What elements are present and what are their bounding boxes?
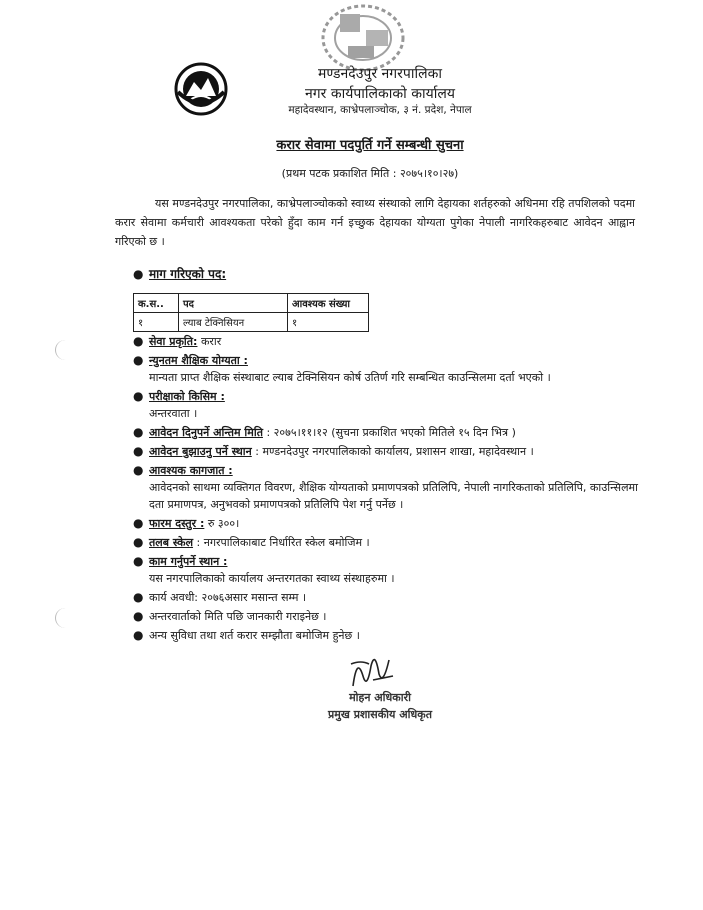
item-value: अन्य सुविधा तथा शर्त करार सम्झौता बमोजिम हुनेछ । — [149, 629, 360, 642]
list-item — [133, 589, 653, 606]
item-description: अन्तरवाता । — [149, 407, 198, 420]
bullet-icon: ● — [133, 590, 144, 604]
item-description: मान्यता प्राप्त शैक्षिक संस्थाबाट ल्याब टेक्निसियन कोर्ष उतिर्ण गरि सम्बन्धित काउन्सिलमा दर्ता भएको । — [149, 371, 551, 384]
posts-table — [133, 293, 369, 332]
item-label: आवेदन दिनुपर्ने अन्तिम मिति — [149, 426, 263, 439]
list-item — [133, 443, 653, 460]
bullet-icon: ● — [133, 353, 144, 367]
list-item — [133, 515, 653, 532]
list-item — [133, 424, 653, 441]
bullet-icon: ● — [133, 628, 144, 642]
item-label: परीक्षाको किसिम : — [149, 390, 225, 403]
column-header: आवश्यक संख्या — [288, 294, 369, 313]
bullet-icon: ● — [133, 267, 144, 281]
column-header: पद — [179, 294, 288, 313]
bullet-icon: ● — [133, 425, 144, 439]
list-item — [133, 352, 653, 369]
table-cell: १ — [288, 313, 369, 332]
notice-intro — [115, 194, 635, 251]
list-item — [133, 333, 653, 350]
notice-title: करार सेवामा पदपुर्ति गर्ने सम्बन्धी सुचना — [276, 138, 464, 153]
table-row — [134, 313, 369, 332]
item-value: रु ३००। — [204, 517, 240, 530]
bullet-icon: ● — [133, 535, 144, 549]
column-header: क.स.. — [134, 294, 179, 313]
item-label: सेवा प्रकृति: — [149, 335, 198, 348]
signature-scribble — [343, 646, 401, 696]
table-cell: ल्याब टेक्निसियन — [179, 313, 288, 332]
bullet-icon: ● — [133, 444, 144, 458]
table-header-row — [134, 294, 369, 313]
item-value: : २०७५।११।१२ (सुचना प्रकाशित भएको मितिले १५ दिन भित्र ) — [262, 426, 516, 439]
punch-mark — [55, 340, 76, 360]
item-value: : मण्डनदेउपुर नगरपालिकाको कार्यालय, प्रशासन शाखा, महादेवस्थान । — [251, 445, 534, 458]
bullet-icon: ● — [133, 609, 144, 623]
item-value: करार — [197, 335, 222, 348]
header-address: महादेवस्थान, काभ्रेपलाञ्चोक, ३ नं. प्रदेश, नेपाल — [288, 104, 472, 116]
list-item — [133, 608, 653, 625]
punch-mark — [55, 608, 76, 628]
item-description: यस नगरपालिकाको कार्यालय अन्तरगतका स्वाथ्य संस्थाहरुमा । — [149, 572, 395, 585]
item-value: : नगरपालिकाबाट निर्धारित स्केल बमोजिम । — [193, 536, 370, 549]
conditions-list — [133, 333, 653, 644]
signatory-name: मोहन अधिकारी — [349, 691, 411, 704]
municipality-emblem-icon — [172, 62, 230, 116]
list-item — [133, 534, 653, 551]
item-label: न्युनतम शैक्षिक योग्यता : — [149, 354, 248, 367]
item-value: कार्य अवधी: २०७६असार मसान्त सम्म । — [149, 591, 307, 604]
item-label: आवेदन बुझाउनु पर्ने स्थान — [149, 445, 252, 458]
item-label: तलब स्केल — [149, 536, 194, 549]
header-office-subtitle: नगर कार्यपालिकाको कार्यालय — [305, 86, 455, 102]
signatory-title: प्रमुख प्रशासकीय अधिकृत — [328, 708, 432, 721]
item-value: अन्तरवार्ताको मिति पछि जानकारी गराइनेछ । — [149, 610, 327, 623]
item-label: काम गर्नुपर्ने स्थान : — [149, 555, 228, 568]
item-label: फारम दस्तुर : — [149, 517, 205, 530]
header-office-name: मण्डनदेउपुर नगरपालिका — [318, 66, 442, 82]
notice-date: (प्रथम पटक प्रकाशित मिति : २०७५।१०।२७) — [281, 167, 459, 180]
bullet-icon: ● — [133, 334, 144, 348]
list-item — [133, 553, 653, 570]
list-item — [133, 462, 653, 479]
posts-heading-text: माग गरिएको पद: — [149, 267, 227, 281]
list-item — [133, 627, 653, 644]
bullet-icon: ● — [133, 389, 144, 403]
table-cell: १ — [134, 313, 179, 332]
bullet-icon: ● — [133, 463, 144, 477]
item-description: आवेदनको साथमा व्यक्तिगत विवरण, शैक्षिक योग्यताको प्रमाणपत्रको प्रतिलिपि, नेपाली नागरिकताको प्रतिलिपि, काउन्सिलमा दता प्रमाणपत्र, अनुभवको प्रमाणपत्रको प्रतिलिपि पेश गर्नु पर्नेछ । — [149, 481, 638, 511]
notice-intro-text: यस मण्डनदेउपुर नगरपालिका, काभ्रेपलाञ्चोकको स्वाथ्य संस्थाको लागि देहायका शर्तहरुको अधिनमा रहि तपशिलको पदमा करार सेवामा कर्मचारी आवश्यकता परेको हुँदा काम गर्न इच्छुक देहायका योग्यता पुगेका नेपाली नागरिकहरुबाट आवेदन आह्वान गरिएको छ । — [115, 197, 635, 248]
bullet-icon: ● — [133, 554, 144, 568]
item-label: आवश्यक कागजात : — [149, 464, 233, 477]
list-item — [133, 388, 653, 405]
posts-heading — [133, 265, 226, 282]
bullet-icon: ● — [133, 516, 144, 530]
